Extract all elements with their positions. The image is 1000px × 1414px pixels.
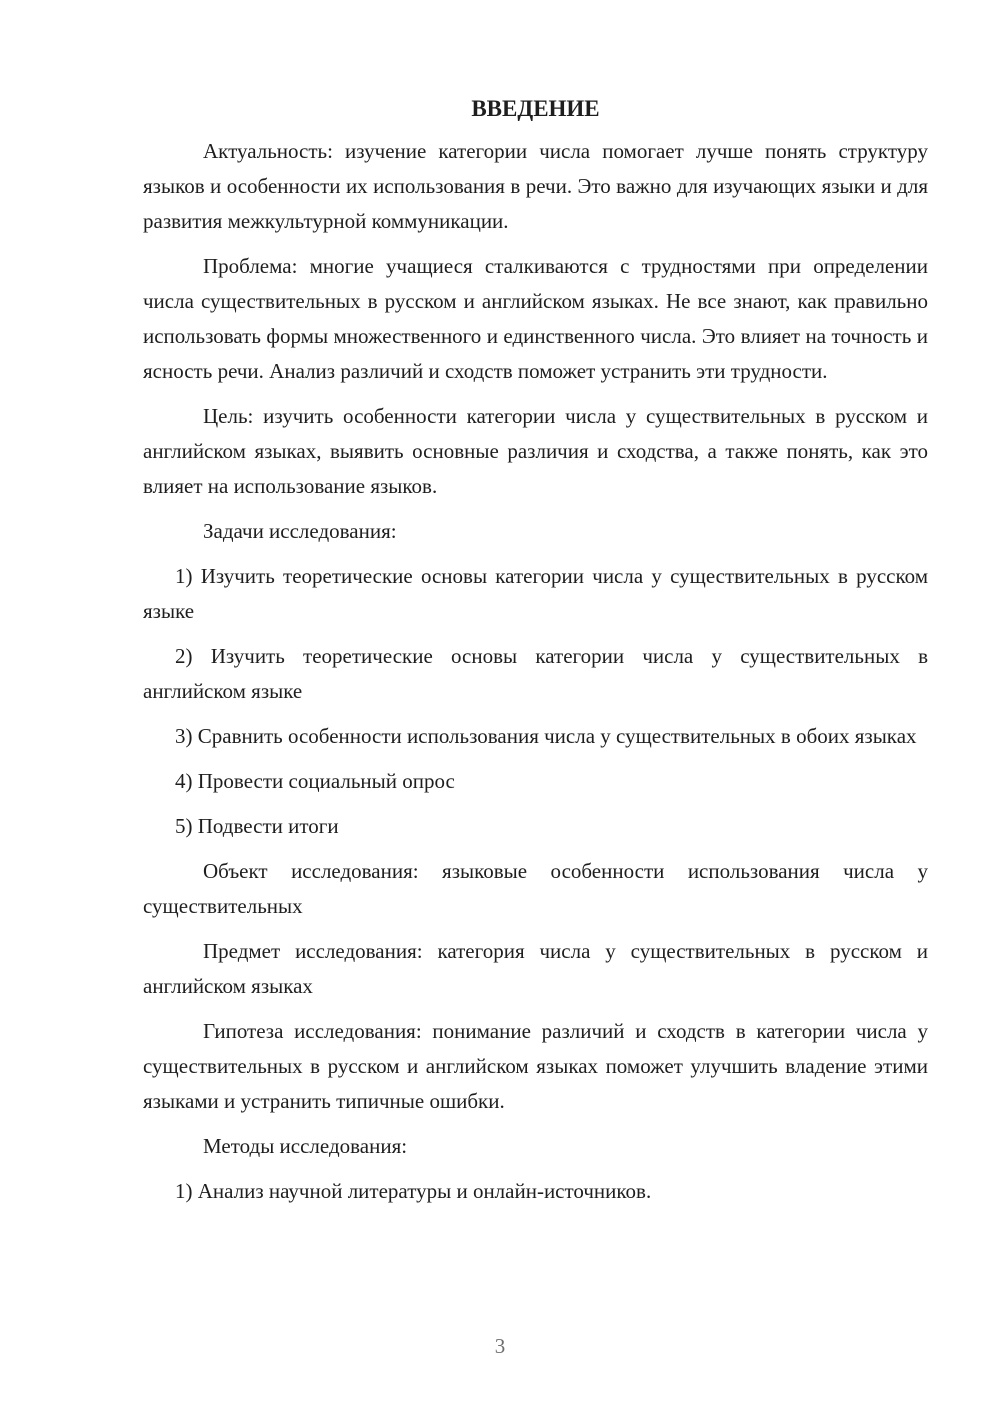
methods-heading: Методы исследования: bbox=[203, 1134, 408, 1158]
relevance-paragraph: Актуальность: изучение категории числа помогает лучше понять структуру языков и особенности их использования в речи. Это важно для изучающих языки и для развития межкультурной коммуникации. bbox=[143, 139, 928, 233]
problem-paragraph: Проблема: многие учащиеся сталкиваются с трудностями при определении числа существительных в русском и английском языках. Не все знают, как правильно использовать формы множественного и единственного числа. Это влияет на точность и ясность речи. Анализ различий и сходств поможет устранить эти трудности. bbox=[143, 254, 928, 383]
page-number: 3 bbox=[494, 1334, 506, 1358]
task-item: 5) Подвести итоги bbox=[175, 814, 339, 838]
tasks-heading: Задачи исследования: bbox=[203, 519, 397, 543]
page-title: ВВЕДЕНИЕ bbox=[471, 96, 600, 121]
task-item: 2) Изучить теоретические основы категории числа у существительных в английском языке bbox=[143, 644, 928, 703]
document-page bbox=[143, 92, 928, 1219]
goal-paragraph: Цель: изучить особенности категории числа у существительных в русском и английском языках, выявить основные различия и сходства, а также понять, как это влияет на использование языков. bbox=[143, 404, 928, 498]
task-item: 3) Сравнить особенности использования числа у существительных в обоих языках bbox=[175, 724, 917, 748]
task-item: 1) Изучить теоретические основы категории числа у существительных в русском языке bbox=[143, 564, 928, 623]
task-item: 4) Провести социальный опрос bbox=[175, 769, 455, 793]
hypothesis-paragraph: Гипотеза исследования: понимание различий и сходств в категории числа у существительных в русском и английском языках поможет улучшить владение этими языками и устранить типичные ошибки. bbox=[143, 1019, 928, 1113]
subject-paragraph: Предмет исследования: категория числа у существительных в русском и английском языках bbox=[143, 939, 928, 998]
object-paragraph: Объект исследования: языковые особенности использования числа у существительных bbox=[143, 859, 928, 918]
method-item: 1) Анализ научной литературы и онлайн-источников. bbox=[175, 1179, 652, 1203]
